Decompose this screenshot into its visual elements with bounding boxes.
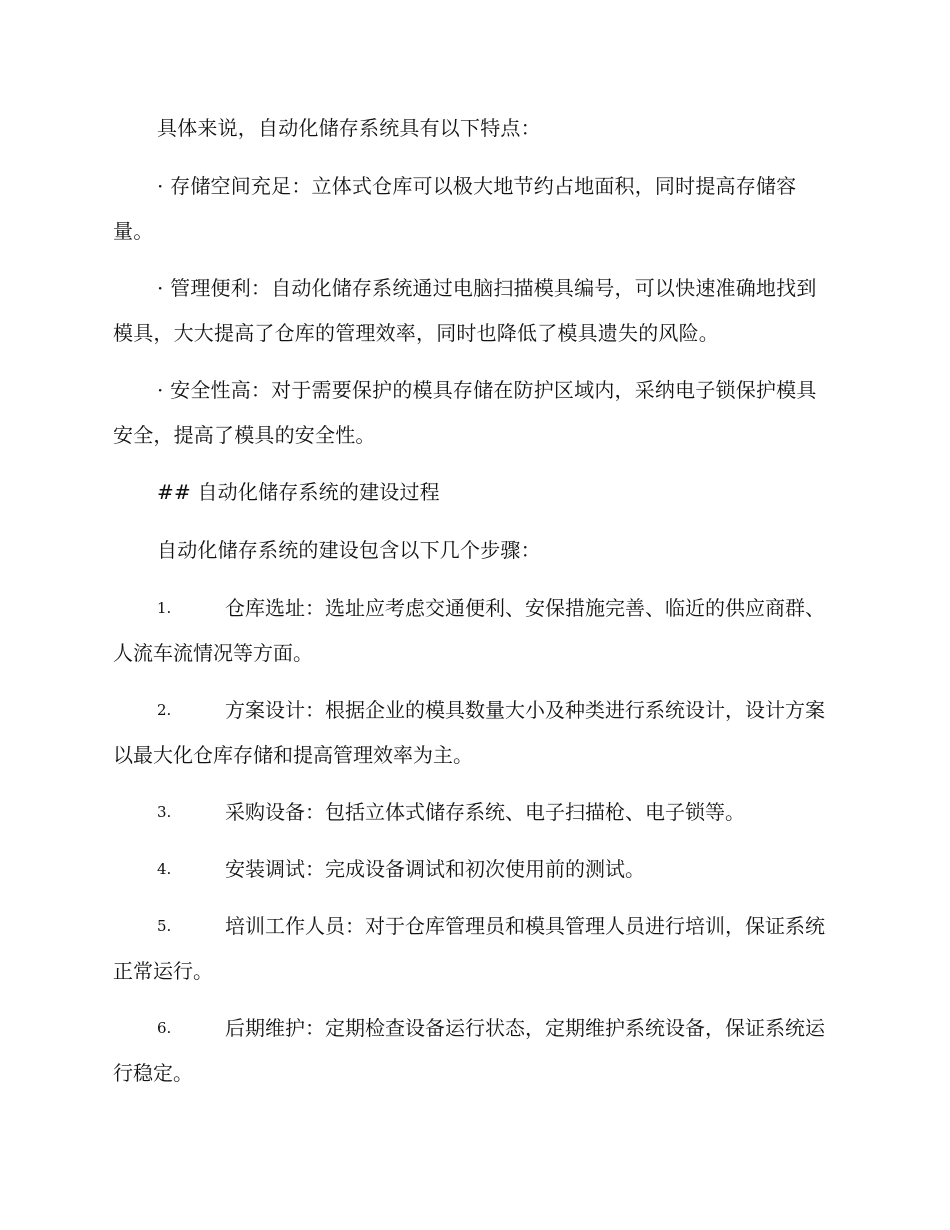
list-item-text: 后期维护：定期检查设备运行状态，定期维护系统设备，保证系统运行稳定。: [113, 1016, 825, 1085]
list-number: 4.: [157, 860, 172, 878]
list-item-step-3: [113, 790, 833, 835]
list-item-step-4: [113, 847, 833, 892]
list-item-text: 仓库选址：选址应考虑交通便利、安保措施完善、临近的供应商群、人流车流情况等方面。: [113, 596, 825, 665]
list-number: 1.: [157, 599, 172, 617]
feature-storage-space: · 存储空间充足：立体式仓库可以极大地节约占地面积，同时提高存储容量。: [113, 174, 797, 243]
intro-paragraph: 具体来说，自动化储存系统具有以下特点：: [157, 116, 541, 140]
list-number: 5.: [157, 917, 172, 935]
list-item-text: 安装调试：完成设备调试和初次使用前的测试。: [225, 857, 645, 881]
feature-management-convenience: · 管理便利：自动化储存系统通过电脑扫描模具编号，可以快速准确地找到模具，大大提高了仓库的管理效率，同时也降低了模具遗失的风险。: [113, 276, 817, 345]
section-heading: ## 自动化储存系统的建设过程: [157, 480, 440, 504]
list-item-step-5: [113, 904, 833, 994]
list-item-step-1: [113, 586, 833, 676]
list-number: 2.: [157, 701, 172, 719]
list-number: 6.: [157, 1019, 172, 1037]
list-item-step-6: [113, 1006, 833, 1096]
list-number: 3.: [157, 803, 172, 821]
list-item-text: 培训工作人员：对于仓库管理员和模具管理人员进行培训，保证系统正常运行。: [113, 914, 825, 983]
list-item-text: 方案设计：根据企业的模具数量大小及种类进行系统设计，设计方案以最大化仓库存储和提高管理效率为主。: [113, 698, 825, 767]
list-item-text: 采购设备：包括立体式储存系统、电子扫描枪、电子锁等。: [225, 800, 745, 824]
list-item-step-2: [113, 688, 833, 778]
feature-high-security: · 安全性高：对于需要保护的模具存储在防护区域内，采纳电子锁保护模具安全，提高了模具的安全性。: [113, 378, 817, 447]
steps-intro-paragraph: 自动化储存系统的建设包含以下几个步骤：: [157, 538, 541, 562]
